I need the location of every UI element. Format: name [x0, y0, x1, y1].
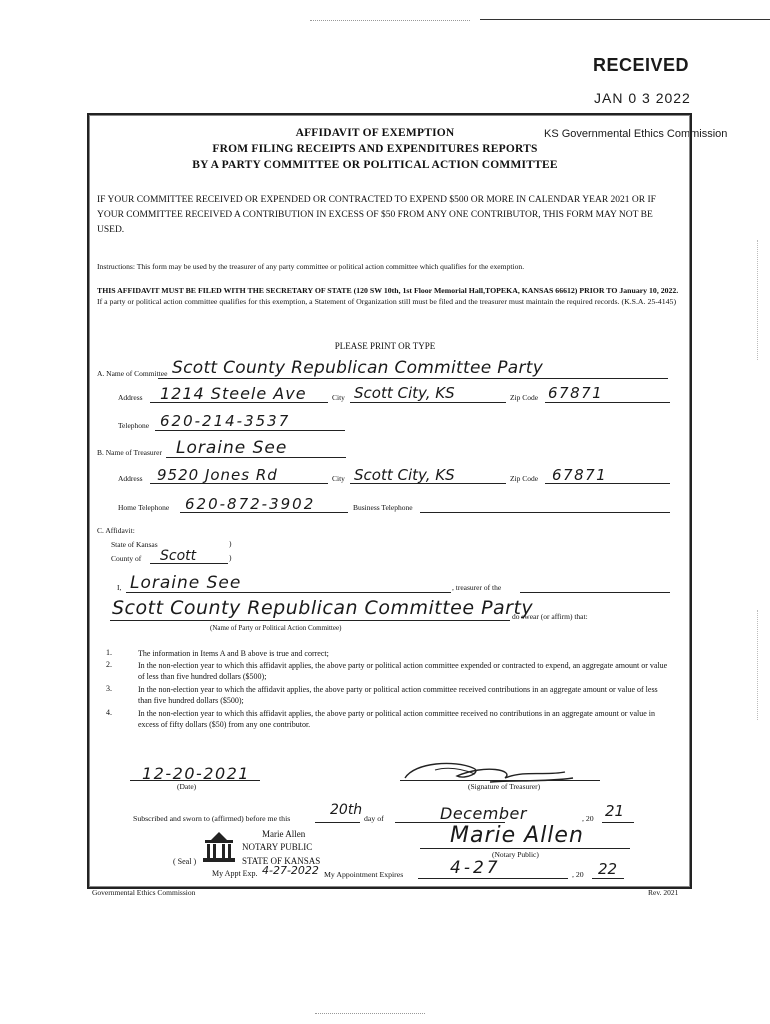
signature-caption: (Signature of Treasurer): [468, 782, 541, 791]
seal-title: NOTARY PUBLIC: [242, 842, 313, 852]
item-1-text: The information in Items A and B above is true and correct;: [138, 649, 329, 658]
filing-note-body: If a party or political action committee qualifies for this exemption, a Statement of Organization still must be filed and the treasurer must maintain the required records. (K.S.A. 25-4145): [97, 297, 677, 306]
form-title-1: AFFIDAVIT OF EXEMPTION: [295, 127, 455, 139]
received-agency: KS Governmental Ethics Commission: [544, 128, 728, 140]
treasurer-address-label: Address: [118, 474, 143, 483]
notary-year-value: 21: [605, 802, 625, 820]
print-instruction: PLEASE PRINT OR TYPE: [334, 341, 436, 351]
treasurer-name-value: Loraine See: [176, 438, 288, 458]
state-bracket: ): [229, 539, 232, 548]
home-phone-label: Home Telephone: [118, 503, 170, 512]
item-3-text: In the non-election year to which the affidavit applies, the above party or political action committee received contributions in an aggregate amount or value of less than five hundred dollars ($500);: [138, 685, 658, 705]
item-3-number: 3.: [106, 684, 112, 693]
county-value: Scott: [160, 548, 197, 564]
committee-address-value: 1214 Steele Ave: [160, 384, 307, 403]
notary-caption: (Notary Public): [492, 850, 539, 859]
i-label: I,: [117, 583, 122, 592]
scan-artifact-right: [757, 240, 758, 360]
treasurer-address-value: 9520 Jones Rd: [157, 466, 278, 484]
swear-label: do swear (or affirm) that:: [512, 612, 588, 621]
instructions-text: Instructions: This form may be used by the treasurer of any party committee or political action committee which qualifies for the exemption.: [97, 262, 525, 271]
business-phone-label: Business Telephone: [353, 503, 413, 512]
expires-line: [418, 878, 568, 879]
day-line: [315, 822, 360, 823]
year-line: [602, 822, 634, 823]
expires-value: 4-27: [450, 858, 501, 878]
treasurer-zip-label: Zip Code: [510, 474, 539, 483]
seal-label: ( Seal ): [173, 857, 197, 866]
committee-city-line: [350, 402, 506, 403]
committee-phone-label: Telephone: [118, 421, 150, 430]
scan-artifact-right-2: [757, 610, 758, 720]
form-title-2: FROM FILING RECEIPTS AND EXPENDITURES REPORTS: [212, 143, 538, 155]
notary-day-value: 20th: [330, 802, 363, 818]
committee-zip-value: 67871: [548, 384, 604, 402]
item-4-text: In the non-election year to which this affidavit applies, the above party or political action committee received no contributions in an aggregate amount or value in excess of fifty dollars ($50) from any one contributor.: [138, 709, 656, 729]
notary-signature: Marie Allen: [450, 823, 584, 848]
signed-date-value: 12-20-2021: [142, 764, 250, 783]
committee-name-label: A. Name of Committee: [97, 369, 168, 378]
seal-exp-label: My Appt Exp.: [212, 869, 258, 878]
committee-city-label: City: [332, 393, 345, 402]
received-date: JAN 0 3 2022: [594, 90, 691, 106]
subscribed-label: Subscribed and sworn to (affirmed) before me this: [133, 814, 291, 823]
seal-state: STATE OF KANSAS: [242, 856, 321, 866]
treasurer-signature-line: [400, 780, 600, 781]
expires-label: My Appointment Expires: [324, 870, 404, 879]
notary-month-value: December: [440, 804, 527, 823]
treasurer-zip-value: 67871: [552, 466, 608, 484]
notary-signature-line: [420, 848, 630, 849]
committee-phone-value: 620-214-3537: [160, 412, 291, 430]
filing-note: [97, 285, 682, 307]
scan-artifact-top: [310, 20, 470, 21]
date-line: [130, 780, 260, 781]
committee-address-label: Address: [118, 393, 143, 402]
treasurer-city-label: City: [332, 474, 345, 483]
treasurer-name-label: B. Name of Treasurer: [97, 448, 162, 457]
seal-name: Marie Allen: [262, 829, 306, 839]
scan-artifact-bottom: [315, 1013, 425, 1014]
treasurer-city-value: Scott City, KS: [354, 466, 455, 484]
item-1-number: 1.: [106, 648, 112, 657]
form-title-3: BY A PARTY COMMITTEE OR POLITICAL ACTION COMMITTEE: [192, 159, 558, 171]
committee-name-line: [158, 378, 668, 379]
treasurer-of-line: [520, 592, 670, 593]
footer-revision: Rev. 2021: [648, 888, 679, 897]
item-4-number: 4.: [106, 708, 112, 717]
warning-text: IF YOUR COMMITTEE RECEIVED OR EXPENDED OR CONTRACTED TO EXPEND $500 OR MORE IN CALENDAR YEAR 2021 OR IF YOUR COMMITTEE RECEIVED A CONTRIBUTION IN EXCESS OF $50 FROM ANY ONE CONTRIBUTOR, THIS FORM MAY NOT BE USED.: [97, 195, 656, 235]
committee-city-value: Scott City, KS: [354, 384, 455, 402]
treasurer-of-label: , treasurer of the: [452, 583, 502, 592]
notary-year-prefix: , 20: [582, 814, 594, 823]
county-label: County of: [111, 554, 142, 563]
committee-zip-line: [545, 402, 670, 403]
seal-exp-value: 4-27-2022: [262, 864, 319, 877]
footer-agency: Governmental Ethics Commission: [92, 888, 196, 897]
committee-phone-line: [155, 430, 345, 431]
state-label: State of Kansas: [111, 540, 158, 549]
expires-year-value: 22: [598, 860, 618, 878]
received-stamp: RECEIVED: [593, 55, 690, 75]
item-2-number: 2.: [106, 660, 112, 669]
affiant-name-value: Loraine See: [130, 573, 242, 593]
county-bracket: ): [229, 553, 232, 562]
party-name-value: Scott County Republican Committee Party: [112, 597, 534, 619]
notary-seal-icon: [197, 830, 241, 866]
filing-note-deadline: THIS AFFIDAVIT MUST BE FILED WITH THE SECRETARY OF STATE (120 SW 10th, 1st Floor Memorial Hall,TOPEKA, KANSAS 66612) PRIOR TO January 10, 2022.: [97, 286, 679, 295]
item-2-text: In the non-election year to which this affidavit applies, the above party or political action committee expended or contracted to expend, an aggregate amount or value of less than five hundred dollars ($500);: [138, 661, 668, 681]
expires-year-line: [592, 878, 624, 879]
day-of-label: day of: [364, 814, 384, 823]
committee-name-value: Scott County Republican Committee Party: [172, 358, 544, 378]
committee-zip-label: Zip Code: [510, 393, 539, 402]
affidavit-label: C. Affidavit:: [97, 526, 135, 535]
business-phone-line: [420, 512, 670, 513]
scan-edge-line: [480, 19, 770, 20]
party-name-line: [110, 620, 510, 621]
home-phone-value: 620-872-3902: [185, 495, 316, 513]
date-caption: (Date): [177, 782, 197, 791]
party-caption: (Name of Party or Political Action Committee): [210, 624, 342, 632]
expires-year-prefix: , 20: [572, 870, 584, 879]
